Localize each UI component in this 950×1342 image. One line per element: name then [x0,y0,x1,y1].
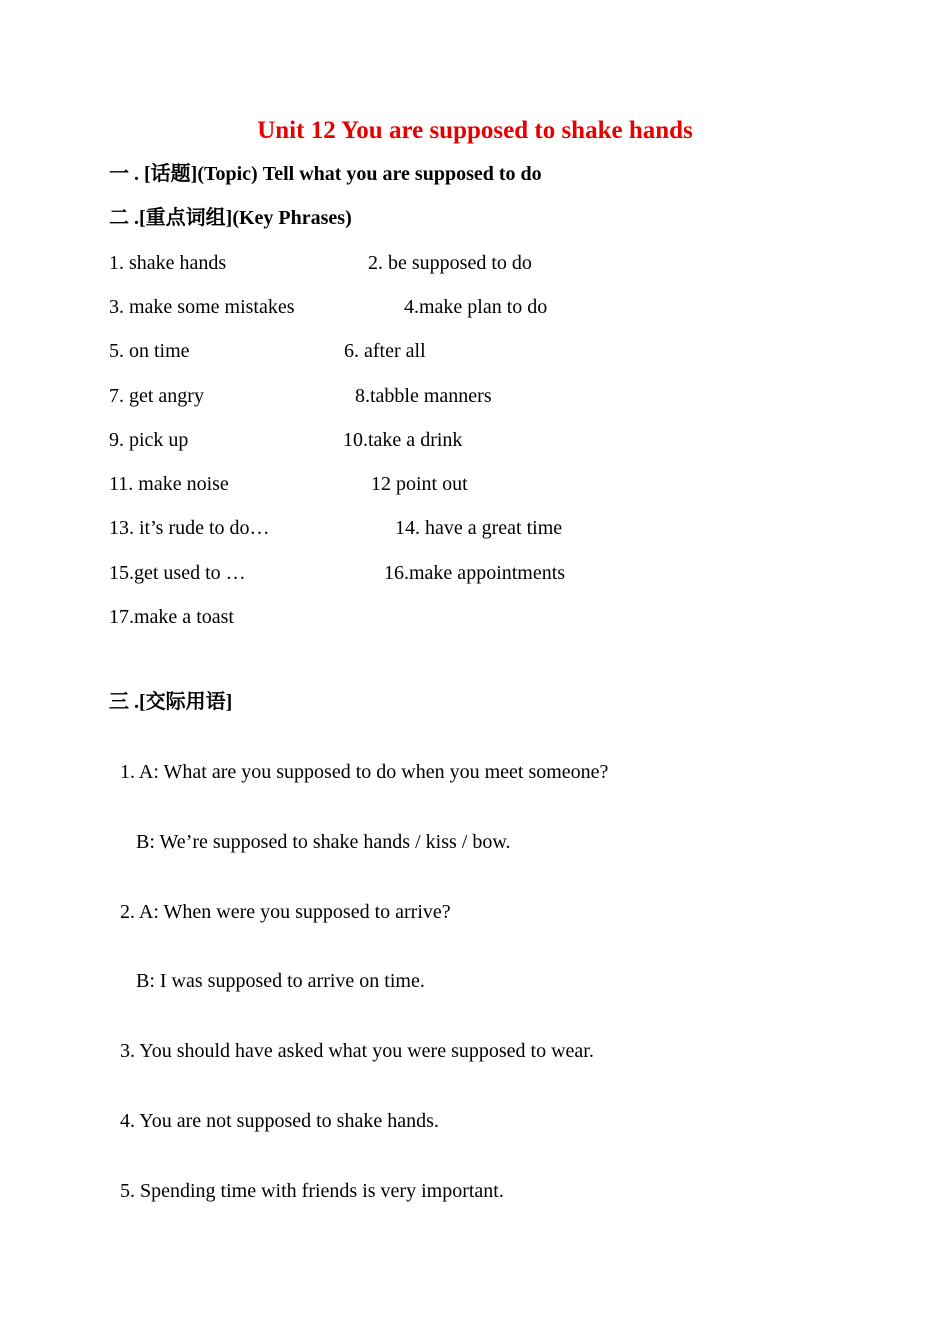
phrase-item: 12 point out [371,473,468,495]
page-title: Unit 12 You are supposed to shake hands [257,117,693,144]
phrase-item: 7. get angry [109,385,204,407]
phrase-item: 14. have a great time [395,517,563,539]
phrase-item: 4.make plan to do [404,296,548,318]
phrase-item: 16.make appointments [384,562,566,584]
phrase-item: 2. be supposed to do [368,252,532,274]
dialog-line: B: I was supposed to arrive on time. [136,970,425,992]
section-heading-key-phrases: 二 .[重点词组](Key Phrases) [109,207,352,229]
phrase-item: 3. make some mistakes [109,296,295,318]
phrase-item: 9. pick up [109,429,189,451]
dialog-line: 4. You are not supposed to shake hands. [120,1110,439,1132]
phrase-item: 10.take a drink [343,429,463,451]
phrase-item: 11. make noise [109,473,229,495]
phrase-item: 13. it’s rude to do… [109,517,270,539]
section-heading-topic: 一 . [话题](Topic) Tell what you are supposed to do [109,163,542,185]
phrase-item: 17.make a toast [109,606,234,628]
phrase-item: 5. on time [109,340,190,362]
dialog-line: B: We’re supposed to shake hands / kiss / bow. [136,831,511,853]
phrase-item: 15.get used to … [109,562,246,584]
phrase-item: 1. shake hands [109,252,227,274]
dialog-line: 1. A: What are you supposed to do when you meet someone? [120,761,609,783]
dialog-line: 5. Spending time with friends is very important. [120,1180,504,1202]
phrase-item: 6. after all [344,340,426,362]
phrase-item: 8.tabble manners [355,385,492,407]
section-heading-expressions: 三 .[交际用语] [109,691,233,713]
dialog-line: 2. A: When were you supposed to arrive? [120,901,451,923]
dialog-line: 3. You should have asked what you were supposed to wear. [120,1040,594,1062]
